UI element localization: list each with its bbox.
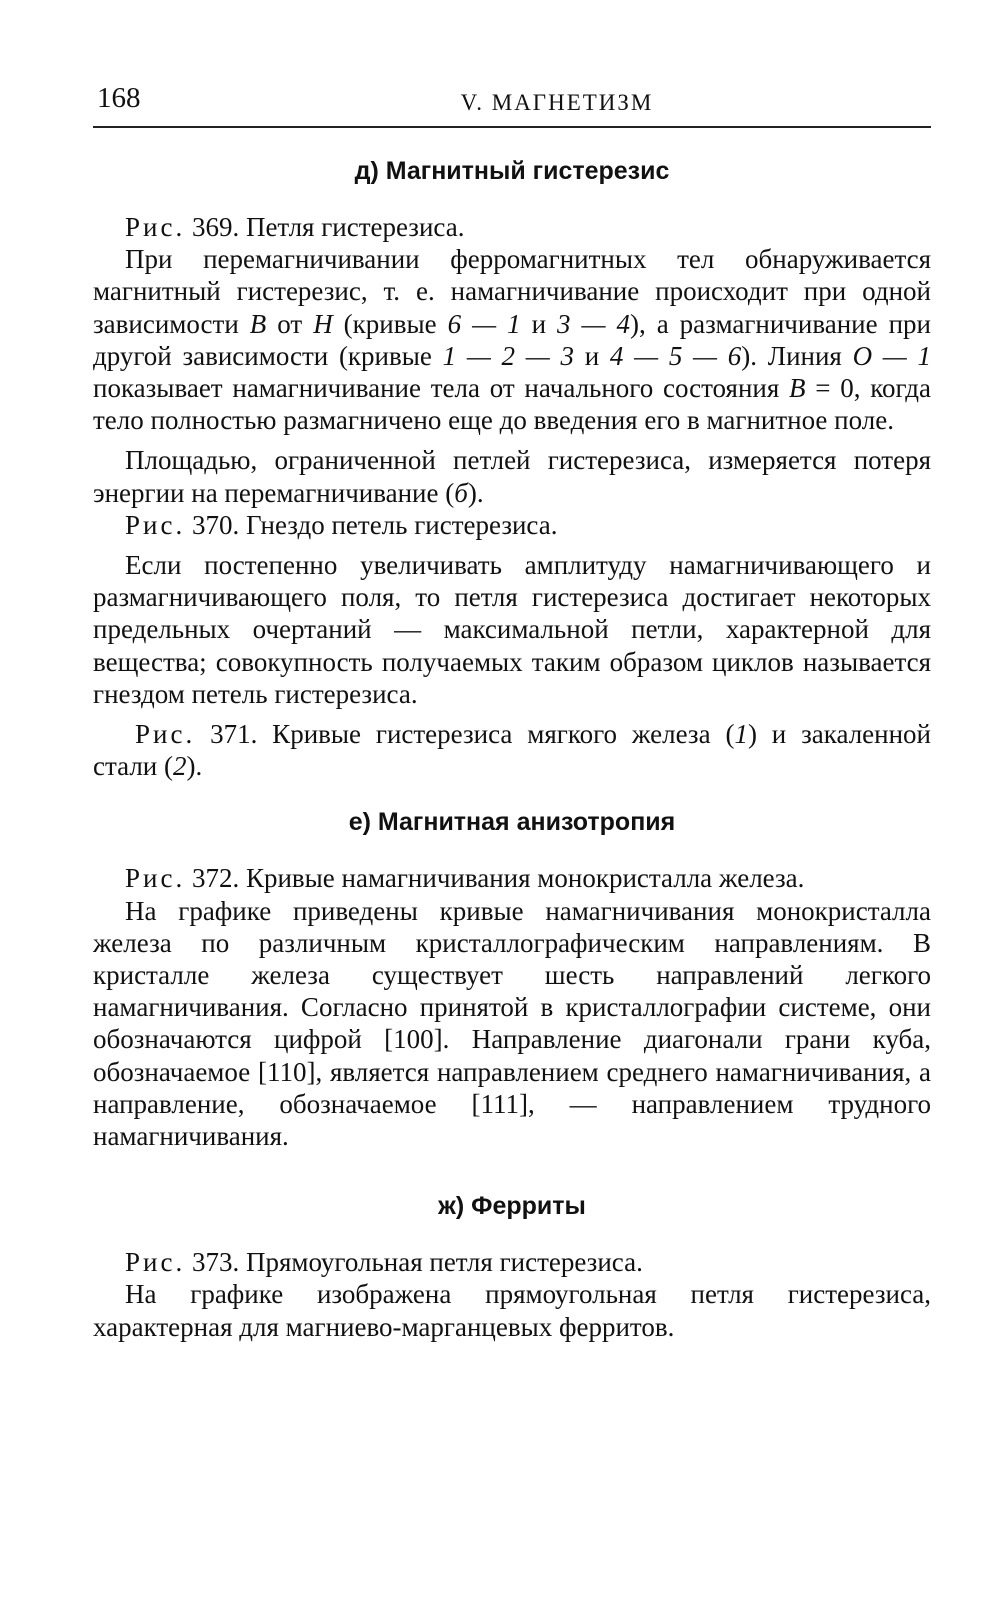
paragraph-rectangular-loop: На графике изображена прямоугольная петля гистерезиса, характерная для магниево-марганцевых ферритов. bbox=[93, 1279, 931, 1342]
figure-caption-373: Рис. 373. Прямоугольная петля гистерезиса. bbox=[125, 1247, 643, 1278]
fig-label: Рис. bbox=[125, 212, 186, 242]
running-head bbox=[93, 80, 931, 120]
section-title-anisotropy: е) Магнитная анизотропия bbox=[348, 808, 676, 837]
paragraph-hysteresis-nest: Если постепенно увеличивать амплитуду намагничивающего и размагничивающего поля, то петля гистерезиса достигает некоторых предельных очертаний — максимальной петли, характерной для вещества; совокупность получаемых таким образом циклов называется гнездом петель гистерезиса. bbox=[93, 550, 931, 709]
running-title: V. МАГНЕТИЗМ bbox=[460, 90, 654, 115]
figure-caption-371: Рис. 371. Кривые гистерезиса мягкого железа (1) и закаленной стали (2). bbox=[93, 719, 931, 782]
page-content bbox=[93, 155, 931, 1343]
section-title-hysteresis: д) Магнитный гистерезис bbox=[354, 157, 670, 185]
paragraph-energy-loss: Площадью, ограниченной петлей гистерезиса, измеряется потеря энергии на перемагничивание (б). bbox=[93, 445, 931, 508]
figure-caption-369: Рис. 369. Петля гистерезиса. bbox=[125, 212, 465, 242]
page-number: 168 bbox=[97, 82, 141, 114]
section-title-ferrites: ж) Ферриты bbox=[438, 1192, 586, 1221]
paragraph-anisotropy: На графике приведены кривые намагничивания монокристалла железа по различным кристаллографическим направлениям. В кристалле железа существует шесть направлений легкого намагничивания. Согласно принятой в кристаллографии системе, они обозначаются цифрой [100]. Направление диагонали грани куба, обозначаемое [110], является направлением среднего намагничивания, а направление, обозначаемое [111], — направлением трудного намагничивания. bbox=[93, 895, 931, 1152]
figure-caption-372: Рис. 372. Кривые намагничивания монокристалла железа. bbox=[125, 863, 805, 894]
book-page bbox=[93, 0, 931, 1601]
figure-caption-370: Рис. 370. Гнездо петель гистерезиса. bbox=[125, 509, 558, 540]
paragraph-hysteresis-definition: При перемагничивании ферромагнитных тел обнаруживается магнитный гистерезис, т. е. намагничивание происходит при одной зависимости B от H (кривые 6 — 1 и 3 — 4), а размагничивание при другой зависимости (кривые 1 — 2 — 3 и 4 — 5 — 6). Линия O — 1 показывает намагничивание тела от начального состояния B = 0, когда тело полностью размагничено еще до введения его в магнитное поле. bbox=[93, 244, 932, 436]
header-rule bbox=[93, 126, 931, 128]
